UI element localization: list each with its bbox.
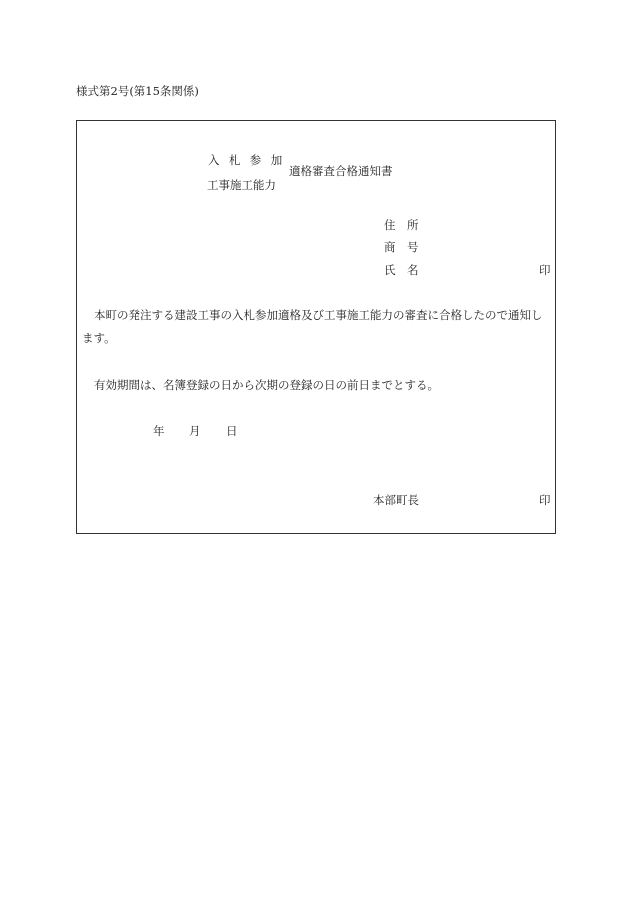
date-month: 月 — [189, 424, 201, 438]
name-label: 氏 名 — [384, 263, 419, 277]
issuer-seal-mark: 印 — [539, 493, 551, 507]
body-paragraph-2: 有効期間は、名簿登録の日から次期の登録の日の前日までとする。 — [94, 378, 439, 392]
address-label: 住 所 — [384, 218, 419, 232]
trade-name-label: 商 号 — [384, 240, 419, 254]
date-day: 日 — [226, 424, 238, 438]
body-paragraph-1: 本町の発注する建設工事の入札参加適格及び工事施工能力の審査に合格したので通知します。 — [82, 308, 543, 345]
issuer-title: 本部町長 — [373, 493, 419, 507]
title-upper: 入 札 参 加 — [208, 153, 286, 167]
form-number-label: 様式第2号(第15条関係) — [76, 84, 199, 98]
title-main: 適格審査合格通知書 — [289, 164, 393, 178]
addressee-seal-mark: 印 — [539, 263, 551, 277]
title-lower: 工事施工能力 — [207, 178, 276, 192]
date-year: 年 — [153, 424, 165, 438]
